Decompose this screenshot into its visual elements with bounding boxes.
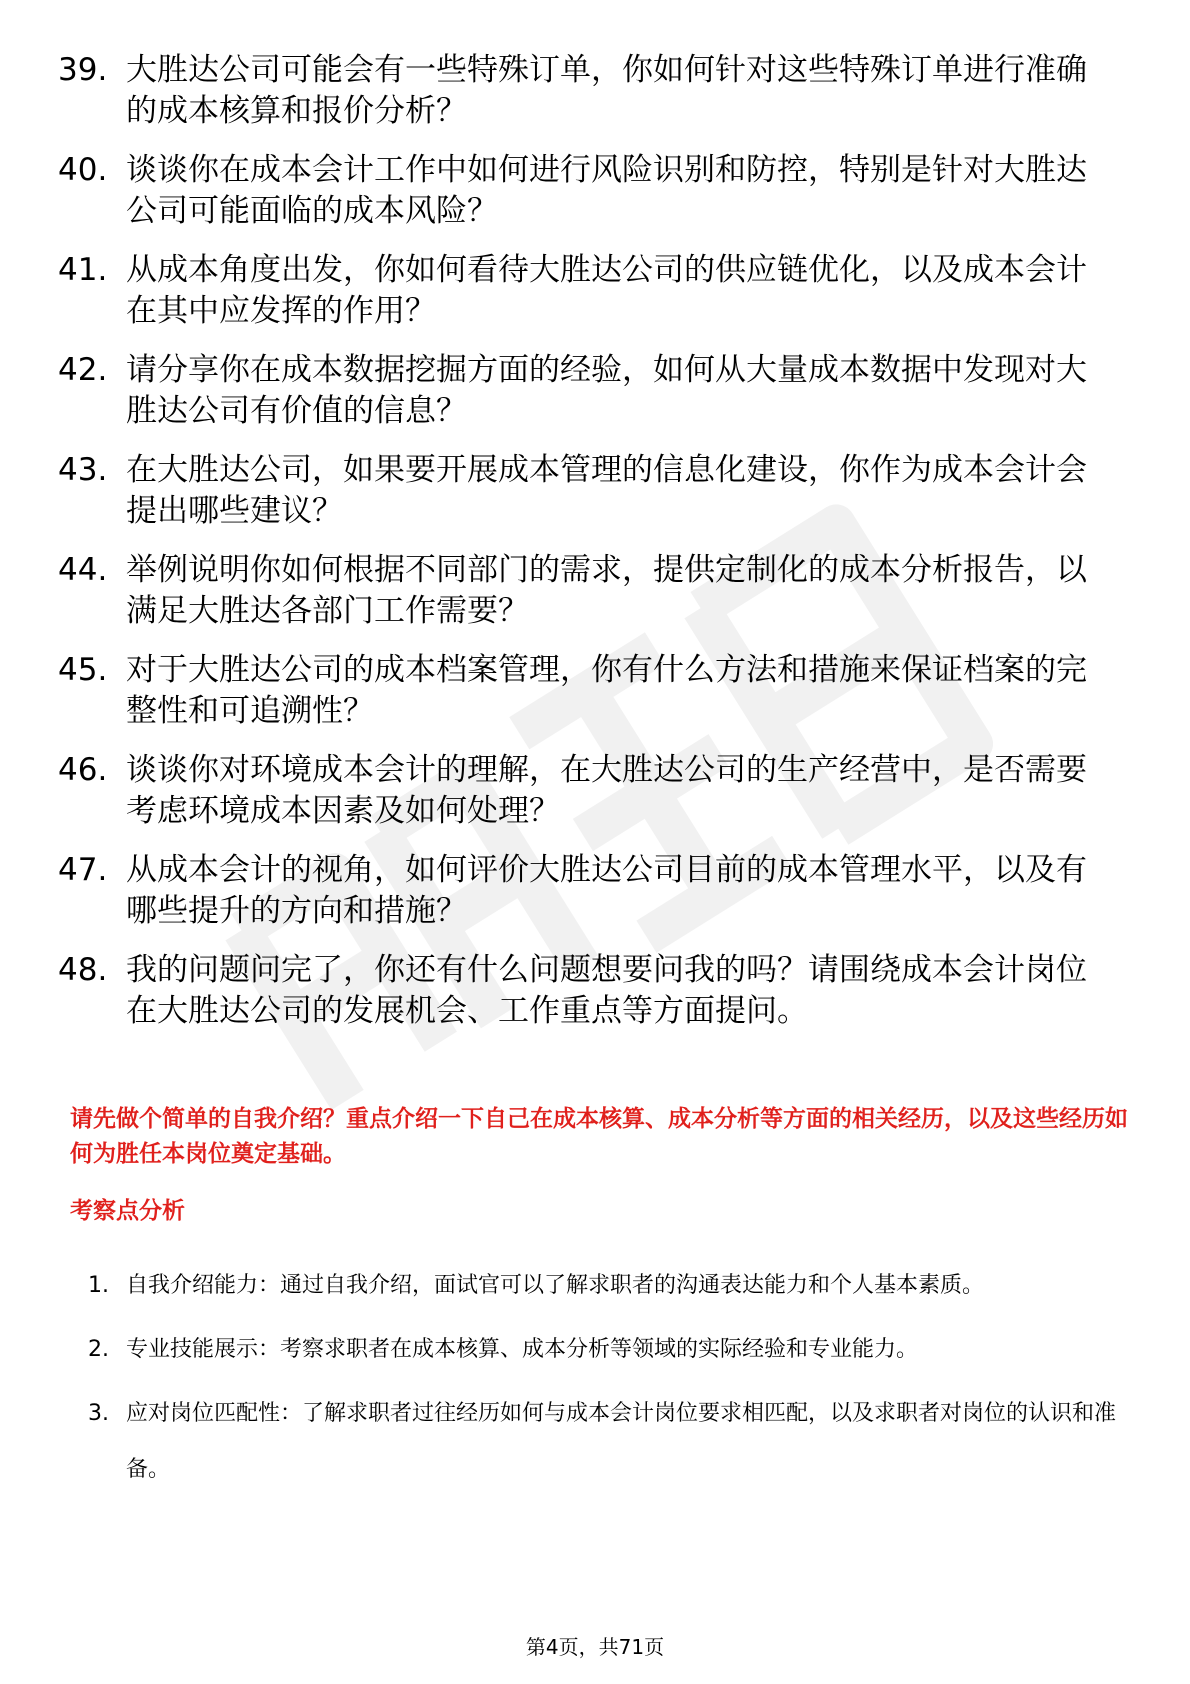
question-item	[58, 750, 1138, 832]
question-number: 43.	[58, 452, 108, 488]
question-number: 47.	[58, 852, 108, 888]
question-item	[58, 850, 1138, 932]
analysis-item	[88, 1386, 1118, 1498]
question-number: 44.	[58, 552, 108, 588]
question-number: 40.	[58, 152, 108, 188]
analysis-list	[88, 1258, 1118, 1506]
question-item	[58, 50, 1138, 132]
question-number: 42.	[58, 352, 108, 388]
question-text: 在大胜达公司，如果要开展成本管理的信息化建设，你作为成本会计会提出哪些建议？	[126, 452, 1087, 529]
page-footer: 第4页，共71页	[525, 1635, 665, 1659]
analysis-number: 2.	[88, 1337, 109, 1362]
analysis-number: 1.	[88, 1273, 109, 1298]
analysis-item	[88, 1258, 1118, 1314]
question-text: 大胜达公司可能会有一些特殊订单，你如何针对这些特殊订单进行准确的成本核算和报价分析？	[126, 52, 1087, 129]
analysis-title: 考察点分析	[70, 1198, 185, 1224]
question-number: 45.	[58, 652, 108, 688]
question-text: 对于大胜达公司的成本档案管理，你有什么方法和措施来保证档案的完整性和可追溯性？	[126, 652, 1087, 729]
question-number: 39.	[58, 52, 108, 88]
question-text: 举例说明你如何根据不同部门的需求，提供定制化的成本分析报告，以满足大胜达各部门工作需要？	[126, 552, 1087, 629]
analysis-text: 自我介绍能力：通过自我介绍，面试官可以了解求职者的沟通表达能力和个人基本素质。	[126, 1273, 985, 1298]
analysis-item	[88, 1322, 1118, 1378]
question-text: 从成本会计的视角，如何评价大胜达公司目前的成本管理水平，以及有哪些提升的方向和措施？	[126, 852, 1087, 929]
question-number: 48.	[58, 952, 108, 988]
question-item	[58, 150, 1138, 232]
analysis-text: 应对岗位匹配性：了解求职者过往经历如何与成本会计岗位要求相匹配，以及求职者对岗位的认识和准备。	[126, 1401, 1117, 1482]
question-text: 从成本角度出发，你如何看待大胜达公司的供应链优化，以及成本会计在其中应发挥的作用？	[126, 252, 1087, 329]
question-number: 41.	[58, 252, 108, 288]
question-text: 请分享你在成本数据挖掘方面的经验，如何从大量成本数据中发现对大胜达公司有价值的信息？	[126, 352, 1087, 429]
analysis-number: 3.	[88, 1401, 109, 1426]
analysis-text: 专业技能展示：考察求职者在成本核算、成本分析等领域的实际经验和专业能力。	[126, 1337, 919, 1362]
question-list	[58, 50, 1138, 1050]
question-item	[58, 450, 1138, 532]
question-item	[58, 250, 1138, 332]
question-text: 谈谈你在成本会计工作中如何进行风险识别和防控，特别是针对大胜达公司可能面临的成本风险？	[126, 152, 1087, 229]
question-text: 我的问题问完了，你还有什么问题想要问我的吗？请围绕成本会计岗位在大胜达公司的发展机会、工作重点等方面提问。	[126, 952, 1087, 1029]
question-number: 46.	[58, 752, 108, 788]
question-item	[58, 950, 1138, 1032]
highlight-question: 请先做个简单的自我介绍？重点介绍一下自己在成本核算、成本分析等方面的相关经历，以及这些经历如何为胜任本岗位奠定基础。	[70, 1106, 1128, 1167]
question-item	[58, 350, 1138, 432]
question-item	[58, 550, 1138, 632]
question-item	[58, 650, 1138, 732]
question-text: 谈谈你对环境成本会计的理解，在大胜达公司的生产经营中，是否需要考虑环境成本因素及如何处理？	[126, 752, 1087, 829]
